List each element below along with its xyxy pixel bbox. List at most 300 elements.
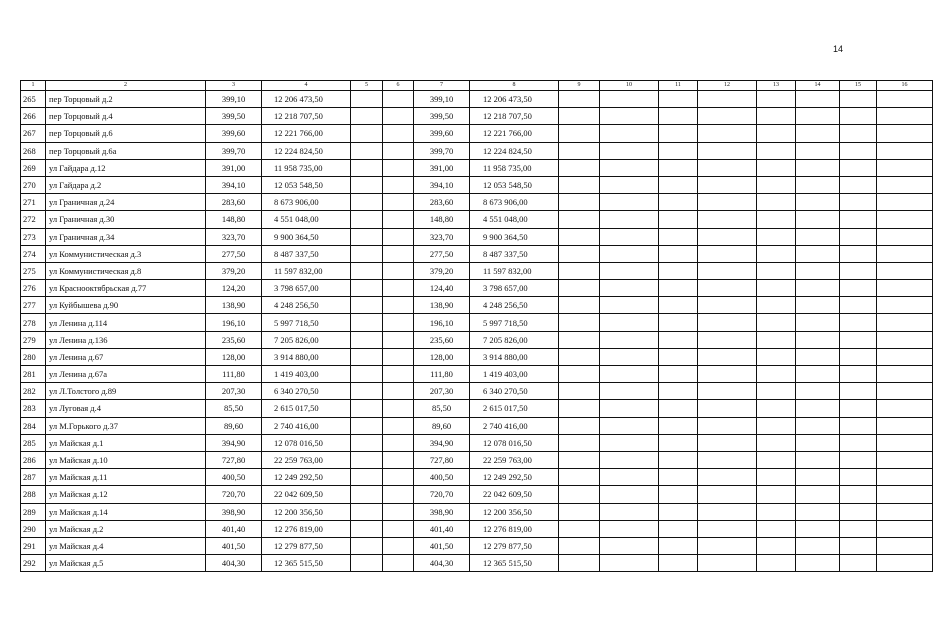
address-cell: ул Луговая д.4 [46, 400, 206, 417]
cost-total-cell: 9 900 364,50 [470, 228, 559, 245]
empty-cell [351, 486, 383, 503]
empty-cell [600, 555, 659, 572]
empty-cell [840, 280, 877, 297]
empty-cell [840, 434, 877, 451]
empty-cell [757, 434, 796, 451]
empty-cell [840, 228, 877, 245]
empty-cell [877, 434, 933, 451]
empty-cell [600, 159, 659, 176]
area-cell: 399,10 [206, 91, 262, 108]
table-row [21, 469, 933, 486]
area-total-cell: 277,50 [414, 245, 470, 262]
cost-total-cell: 2 615 017,50 [470, 400, 559, 417]
empty-cell [877, 314, 933, 331]
area-total-cell: 398,90 [414, 503, 470, 520]
address-cell: ул Майская д.2 [46, 520, 206, 537]
empty-cell [698, 366, 757, 383]
cost-cell: 6 340 270,50 [262, 383, 351, 400]
empty-cell [877, 555, 933, 572]
empty-cell [383, 348, 414, 365]
empty-cell [600, 331, 659, 348]
empty-cell [559, 176, 600, 193]
area-total-cell: 727,80 [414, 451, 470, 468]
empty-cell [698, 262, 757, 279]
empty-cell [383, 383, 414, 400]
empty-cell [600, 262, 659, 279]
address-cell: ул Граничная д.30 [46, 211, 206, 228]
empty-cell [840, 451, 877, 468]
area-total-cell: 124,40 [414, 280, 470, 297]
empty-cell [383, 366, 414, 383]
cost-total-cell: 12 279 877,50 [470, 537, 559, 554]
cost-total-cell: 12 249 292,50 [470, 469, 559, 486]
address-cell: ул М.Горького д.37 [46, 417, 206, 434]
address-cell: пер Торцовый д.2 [46, 91, 206, 108]
empty-cell [796, 211, 840, 228]
row-number: 270 [21, 176, 46, 193]
area-total-cell: 128,00 [414, 348, 470, 365]
empty-cell [796, 194, 840, 211]
area-cell: 404,30 [206, 555, 262, 572]
empty-cell [559, 486, 600, 503]
cost-cell: 3 914 880,00 [262, 348, 351, 365]
table-row [21, 366, 933, 383]
row-number: 280 [21, 348, 46, 365]
empty-cell [877, 400, 933, 417]
cost-total-cell: 11 958 735,00 [470, 159, 559, 176]
empty-cell [698, 555, 757, 572]
empty-cell [757, 262, 796, 279]
empty-cell [840, 555, 877, 572]
empty-cell [877, 245, 933, 262]
empty-cell [659, 108, 698, 125]
empty-cell [698, 245, 757, 262]
empty-cell [698, 451, 757, 468]
empty-cell [351, 314, 383, 331]
area-cell: 277,50 [206, 245, 262, 262]
empty-cell [559, 537, 600, 554]
table-row [21, 331, 933, 348]
area-cell: 207,30 [206, 383, 262, 400]
table-row [21, 142, 933, 159]
empty-cell [796, 469, 840, 486]
cost-total-cell: 4 551 048,00 [470, 211, 559, 228]
area-cell: 394,90 [206, 434, 262, 451]
empty-cell [559, 125, 600, 142]
empty-cell [757, 211, 796, 228]
empty-cell [877, 142, 933, 159]
cost-cell: 22 259 763,00 [262, 451, 351, 468]
table-body [21, 81, 933, 572]
table-row [21, 125, 933, 142]
empty-cell [757, 194, 796, 211]
empty-cell [659, 159, 698, 176]
empty-cell [796, 125, 840, 142]
area-cell: 727,80 [206, 451, 262, 468]
empty-cell [796, 451, 840, 468]
address-cell: ул Граничная д.24 [46, 194, 206, 211]
empty-cell [351, 383, 383, 400]
address-cell: ул Куйбышева д.90 [46, 297, 206, 314]
table-row [21, 280, 933, 297]
area-total-cell: 399,70 [414, 142, 470, 159]
area-total-cell: 283,60 [414, 194, 470, 211]
area-total-cell: 401,50 [414, 537, 470, 554]
empty-cell [840, 331, 877, 348]
empty-cell [600, 91, 659, 108]
cost-total-cell: 12 276 819,00 [470, 520, 559, 537]
cost-total-cell: 12 221 766,00 [470, 125, 559, 142]
address-cell: ул Коммунистическая д.8 [46, 262, 206, 279]
empty-cell [351, 108, 383, 125]
empty-cell [659, 434, 698, 451]
empty-cell [840, 142, 877, 159]
empty-cell [383, 228, 414, 245]
empty-cell [383, 297, 414, 314]
empty-cell [698, 314, 757, 331]
empty-cell [698, 348, 757, 365]
empty-cell [877, 262, 933, 279]
table-row [21, 176, 933, 193]
empty-cell [698, 297, 757, 314]
area-cell: 89,60 [206, 417, 262, 434]
empty-cell [698, 125, 757, 142]
cost-total-cell: 4 248 256,50 [470, 297, 559, 314]
empty-cell [659, 245, 698, 262]
address-cell: ул Ленина д.114 [46, 314, 206, 331]
empty-cell [600, 125, 659, 142]
empty-cell [659, 125, 698, 142]
empty-cell [351, 417, 383, 434]
cost-total-cell: 22 042 609,50 [470, 486, 559, 503]
empty-cell [659, 142, 698, 159]
empty-cell [840, 108, 877, 125]
empty-cell [757, 417, 796, 434]
cost-cell: 3 798 657,00 [262, 280, 351, 297]
area-cell: 138,90 [206, 297, 262, 314]
empty-cell [698, 503, 757, 520]
area-total-cell: 391,00 [414, 159, 470, 176]
cost-cell: 12 279 877,50 [262, 537, 351, 554]
empty-cell [351, 125, 383, 142]
cost-total-cell: 8 673 906,00 [470, 194, 559, 211]
data-table [20, 80, 933, 572]
empty-cell [840, 383, 877, 400]
empty-cell [757, 108, 796, 125]
row-number: 285 [21, 434, 46, 451]
empty-cell [840, 91, 877, 108]
cost-total-cell: 1 419 403,00 [470, 366, 559, 383]
empty-cell [698, 486, 757, 503]
empty-cell [659, 555, 698, 572]
empty-cell [840, 194, 877, 211]
area-cell: 401,40 [206, 520, 262, 537]
empty-cell [559, 348, 600, 365]
row-number: 278 [21, 314, 46, 331]
empty-cell [877, 297, 933, 314]
area-total-cell: 323,70 [414, 228, 470, 245]
empty-cell [600, 142, 659, 159]
column-header: 12 [698, 81, 757, 91]
empty-cell [757, 400, 796, 417]
row-number: 276 [21, 280, 46, 297]
empty-cell [796, 520, 840, 537]
empty-cell [796, 555, 840, 572]
empty-cell [383, 503, 414, 520]
empty-cell [351, 194, 383, 211]
empty-cell [659, 486, 698, 503]
row-number: 273 [21, 228, 46, 245]
empty-cell [383, 331, 414, 348]
empty-cell [840, 503, 877, 520]
empty-cell [698, 417, 757, 434]
empty-cell [840, 400, 877, 417]
cost-cell: 4 551 048,00 [262, 211, 351, 228]
area-total-cell: 111,80 [414, 366, 470, 383]
empty-cell [383, 108, 414, 125]
empty-cell [796, 176, 840, 193]
address-cell: ул Ленина д.136 [46, 331, 206, 348]
empty-cell [600, 537, 659, 554]
cost-cell: 11 597 832,00 [262, 262, 351, 279]
empty-cell [877, 91, 933, 108]
address-cell: ул Коммунистическая д.3 [46, 245, 206, 262]
empty-cell [659, 383, 698, 400]
cost-cell: 12 276 819,00 [262, 520, 351, 537]
empty-cell [383, 91, 414, 108]
row-number: 282 [21, 383, 46, 400]
area-total-cell: 85,50 [414, 400, 470, 417]
empty-cell [351, 211, 383, 228]
empty-cell [383, 417, 414, 434]
empty-cell [796, 142, 840, 159]
empty-cell [757, 486, 796, 503]
cost-cell: 12 053 548,50 [262, 176, 351, 193]
empty-cell [698, 280, 757, 297]
empty-cell [351, 451, 383, 468]
row-number: 281 [21, 366, 46, 383]
cost-total-cell: 8 487 337,50 [470, 245, 559, 262]
empty-cell [698, 228, 757, 245]
empty-cell [877, 503, 933, 520]
column-header: 2 [46, 81, 206, 91]
address-cell: ул Майская д.14 [46, 503, 206, 520]
empty-cell [659, 211, 698, 228]
page-number: 14 [833, 44, 844, 54]
empty-cell [351, 537, 383, 554]
empty-cell [796, 503, 840, 520]
cost-total-cell: 5 997 718,50 [470, 314, 559, 331]
empty-cell [757, 228, 796, 245]
empty-cell [840, 469, 877, 486]
empty-cell [757, 555, 796, 572]
address-cell: ул Гайдара д.2 [46, 176, 206, 193]
empty-cell [877, 331, 933, 348]
empty-cell [351, 91, 383, 108]
empty-cell [559, 417, 600, 434]
row-number: 275 [21, 262, 46, 279]
row-number: 288 [21, 486, 46, 503]
empty-cell [796, 434, 840, 451]
cost-total-cell: 3 798 657,00 [470, 280, 559, 297]
row-number: 277 [21, 297, 46, 314]
empty-cell [351, 142, 383, 159]
area-cell: 720,70 [206, 486, 262, 503]
row-number: 290 [21, 520, 46, 537]
empty-cell [351, 159, 383, 176]
empty-cell [796, 297, 840, 314]
empty-cell [559, 366, 600, 383]
empty-cell [600, 314, 659, 331]
cost-total-cell: 12 218 707,50 [470, 108, 559, 125]
column-header: 6 [383, 81, 414, 91]
empty-cell [383, 486, 414, 503]
empty-cell [659, 520, 698, 537]
empty-cell [600, 503, 659, 520]
cost-total-cell: 12 206 473,50 [470, 91, 559, 108]
address-cell: пер Торцовый д.4 [46, 108, 206, 125]
empty-cell [600, 451, 659, 468]
empty-cell [757, 366, 796, 383]
empty-cell [840, 176, 877, 193]
empty-cell [659, 469, 698, 486]
cost-total-cell: 12 365 515,50 [470, 555, 559, 572]
empty-cell [351, 262, 383, 279]
empty-cell [698, 537, 757, 554]
empty-cell [757, 451, 796, 468]
cost-cell: 12 078 016,50 [262, 434, 351, 451]
empty-cell [659, 176, 698, 193]
row-number: 267 [21, 125, 46, 142]
area-cell: 401,50 [206, 537, 262, 554]
empty-cell [383, 280, 414, 297]
row-number: 291 [21, 537, 46, 554]
cost-cell: 1 419 403,00 [262, 366, 351, 383]
empty-cell [600, 400, 659, 417]
empty-cell [877, 228, 933, 245]
empty-cell [796, 262, 840, 279]
address-cell: ул Майская д.4 [46, 537, 206, 554]
table-row [21, 91, 933, 108]
column-header: 4 [262, 81, 351, 91]
cost-total-cell: 2 740 416,00 [470, 417, 559, 434]
empty-cell [383, 555, 414, 572]
empty-cell [757, 159, 796, 176]
empty-cell [796, 400, 840, 417]
empty-cell [351, 280, 383, 297]
empty-cell [383, 537, 414, 554]
address-cell: ул Майская д.10 [46, 451, 206, 468]
table-row [21, 417, 933, 434]
area-cell: 394,10 [206, 176, 262, 193]
empty-cell [757, 91, 796, 108]
empty-cell [559, 280, 600, 297]
empty-cell [383, 434, 414, 451]
area-cell: 85,50 [206, 400, 262, 417]
empty-cell [351, 297, 383, 314]
empty-cell [698, 469, 757, 486]
area-cell: 111,80 [206, 366, 262, 383]
empty-cell [600, 383, 659, 400]
address-cell: ул Ленина д.67а [46, 366, 206, 383]
column-header: 13 [757, 81, 796, 91]
cost-cell: 12 218 707,50 [262, 108, 351, 125]
cost-cell: 9 900 364,50 [262, 228, 351, 245]
table-row [21, 159, 933, 176]
table-row [21, 383, 933, 400]
table-row [21, 211, 933, 228]
empty-cell [659, 366, 698, 383]
row-number: 286 [21, 451, 46, 468]
empty-cell [840, 520, 877, 537]
empty-cell [659, 503, 698, 520]
empty-cell [796, 159, 840, 176]
empty-cell [659, 297, 698, 314]
empty-cell [840, 211, 877, 228]
empty-cell [840, 348, 877, 365]
row-number: 272 [21, 211, 46, 228]
address-cell: ул Майская д.1 [46, 434, 206, 451]
empty-cell [559, 211, 600, 228]
empty-cell [383, 194, 414, 211]
empty-cell [659, 537, 698, 554]
empty-cell [796, 245, 840, 262]
empty-cell [351, 434, 383, 451]
row-number: 289 [21, 503, 46, 520]
empty-cell [600, 434, 659, 451]
empty-cell [877, 520, 933, 537]
column-header: 11 [659, 81, 698, 91]
cost-total-cell: 7 205 826,00 [470, 331, 559, 348]
empty-cell [796, 537, 840, 554]
column-header: 1 [21, 81, 46, 91]
row-number: 269 [21, 159, 46, 176]
column-header: 14 [796, 81, 840, 91]
empty-cell [840, 245, 877, 262]
table-row [21, 348, 933, 365]
empty-cell [757, 469, 796, 486]
empty-cell [698, 108, 757, 125]
empty-cell [351, 176, 383, 193]
empty-cell [698, 331, 757, 348]
cost-total-cell: 3 914 880,00 [470, 348, 559, 365]
area-cell: 196,10 [206, 314, 262, 331]
empty-cell [877, 348, 933, 365]
empty-cell [559, 142, 600, 159]
area-total-cell: 207,30 [414, 383, 470, 400]
empty-cell [757, 331, 796, 348]
address-cell: ул Майская д.12 [46, 486, 206, 503]
empty-cell [559, 91, 600, 108]
empty-cell [698, 434, 757, 451]
area-total-cell: 399,10 [414, 91, 470, 108]
area-total-cell: 379,20 [414, 262, 470, 279]
empty-cell [877, 383, 933, 400]
empty-cell [600, 176, 659, 193]
empty-cell [796, 280, 840, 297]
empty-cell [698, 400, 757, 417]
empty-cell [600, 228, 659, 245]
empty-cell [351, 469, 383, 486]
table-row [21, 108, 933, 125]
empty-cell [351, 245, 383, 262]
empty-cell [383, 451, 414, 468]
cost-cell: 12 249 292,50 [262, 469, 351, 486]
empty-cell [757, 348, 796, 365]
empty-cell [559, 331, 600, 348]
column-header: 5 [351, 81, 383, 91]
column-header: 3 [206, 81, 262, 91]
